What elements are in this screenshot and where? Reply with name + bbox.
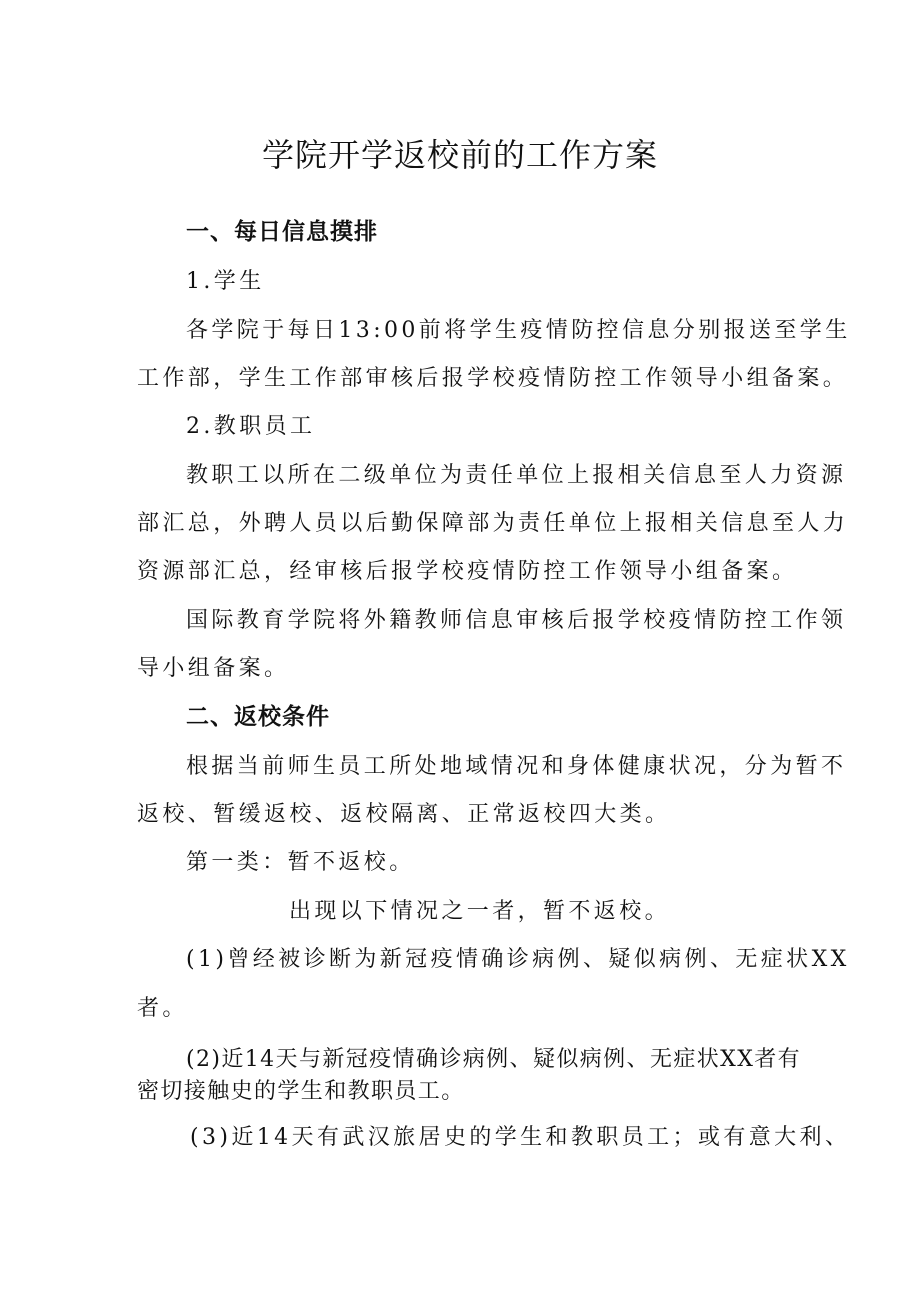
subheading-students: 1.学生 [186,269,265,294]
paragraph-line: 导小组备案。 [137,656,290,681]
document-title: 学院开学返校前的工作方案 [261,136,658,174]
list-item-1-continuation: 者。 [137,996,188,1021]
paragraph-line: 出现以下情况之一者，暂不返校。 [289,899,671,924]
section-heading-daily-info: 一、每日信息摸排 [186,219,378,245]
list-item-2: (2)近14天与新冠疫情确诊病例、疑似病例、无症状XX者有 [186,1047,802,1072]
paragraph-line: 部汇总，外聘人员以后勤保障部为责任单位上报相关信息至人力 [137,511,849,536]
category-heading: 第一类：暂不返校。 [186,850,415,875]
paragraph-line: 返校、暂缓返校、返校隔离、正常返校四大类。 [137,802,671,827]
subheading-staff: 2.教职员工 [186,414,316,439]
section-heading-return-conditions: 二、返校条件 [186,704,330,730]
list-item-3: (3)近14天有武汉旅居史的学生和教职员工；或有意大利、 [190,1125,851,1150]
paragraph-line: 根据当前师生员工所处地域情况和身体健康状况，分为暂不 [186,754,847,779]
paragraph-line: 国际教育学院将外籍教师信息审核后报学校疫情防控工作领 [186,608,847,633]
paragraph-line: 工作部，学生工作部审核后报学校疫情防控工作领导小组备案。 [137,366,849,391]
list-item-1: (1)曾经被诊断为新冠疫情确诊病例、疑似病例、无症状XX [186,947,850,972]
paragraph-line: 各学院于每日13:00前将学生疫情防控信息分别报送至学生 [186,318,851,343]
list-item-2-continuation: 密切接触史的学生和教职员工。 [137,1079,465,1104]
paragraph-line: 资源部汇总，经审核后报学校疫情防控工作领导小组备案。 [137,559,798,584]
paragraph-line: 教职工以所在二级单位为责任单位上报相关信息至人力资源 [186,463,847,488]
